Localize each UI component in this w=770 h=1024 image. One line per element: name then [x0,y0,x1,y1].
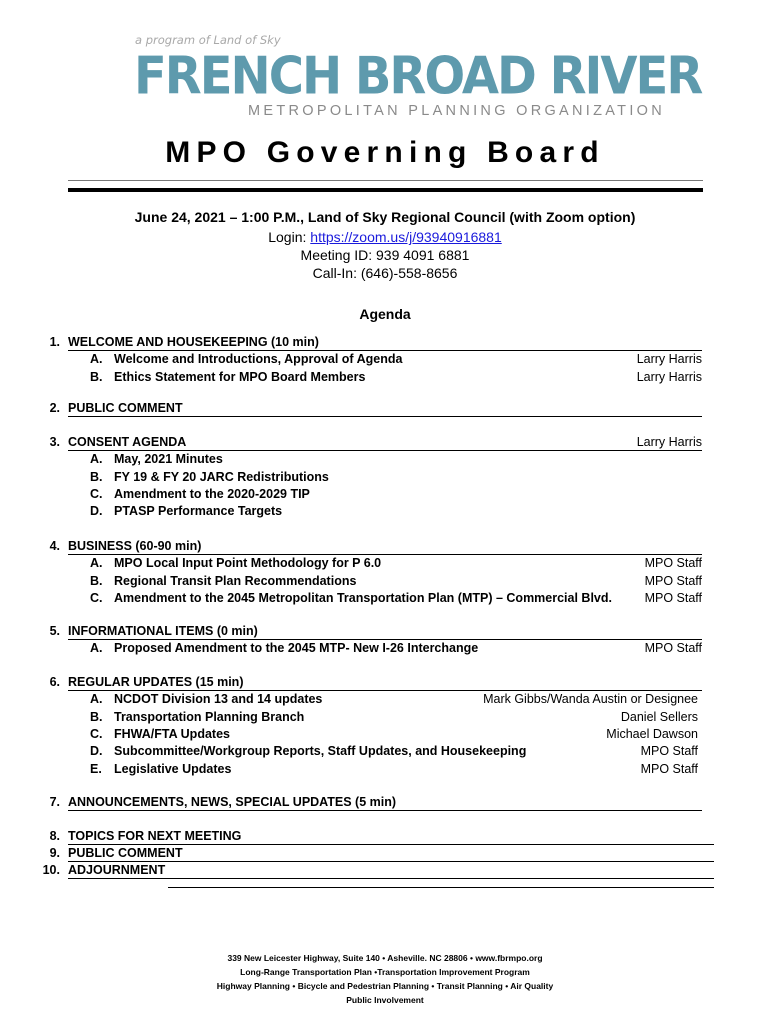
subitem-text: FHWA/FTA Updates [114,726,230,741]
agenda-item-title: REGULAR UPDATES (15 min) [68,675,702,691]
agenda-item-title: BUSINESS (60-90 min) [68,539,702,555]
subitem-text: Legislative Updates [114,761,232,776]
subitem-text: Transportation Planning Branch [114,709,305,724]
agenda-subitem [90,692,322,706]
agenda-item-number: 1. [49,335,60,349]
agenda-item-title: TOPICS FOR NEXT MEETING [68,829,714,845]
agenda-heading: Agenda [359,306,411,322]
agenda-item-number: 3. [49,435,60,449]
subitem-letter: B. [90,573,103,588]
agenda-item-number: 5. [49,624,60,638]
subitem-letter: C. [90,726,103,741]
agenda-item-title: WELCOME AND HOUSEKEEPING (10 min) [68,335,702,351]
title-rule-thick [68,188,703,192]
agenda-item-number: 2. [49,401,60,415]
agenda-subitem [90,641,478,655]
subitem-letter: C. [90,486,103,501]
meeting-login [0,229,770,245]
subitem-text: Proposed Amendment to the 2045 MTP- New I-26 Interchange [114,641,479,656]
agenda-item-number: 8. [49,829,60,843]
footer-programs-1: Long-Range Transportation Plan •Transportation Improvement Program [240,967,530,977]
subitem-presenter: MPO Staff [644,641,702,656]
agenda-item-number: 10. [42,863,60,877]
title-rule-thin [68,180,703,181]
subitem-letter: D. [90,744,103,759]
subitem-text: Welcome and Introductions, Approval of Agenda [114,352,403,367]
subitem-letter: A. [90,556,103,571]
zoom-link[interactable]: https://zoom.us/j/93940916881 [310,229,502,245]
subitem-letter: E. [90,761,102,776]
subitem-presenter: Larry Harris [636,369,702,384]
subitem-letter: D. [90,504,103,519]
agenda-subitem [90,504,282,518]
subitem-text: Amendment to the 2020-2029 TIP [114,486,310,501]
agenda-item-number: 7. [49,795,60,809]
subitem-letter: C. [90,590,103,605]
login-label: Login: [268,229,311,245]
agenda-item-presenter: Larry Harris [636,435,702,449]
subitem-presenter: Larry Harris [636,352,702,367]
agenda-item-title: PUBLIC COMMENT [68,846,714,862]
subitem-letter: A. [90,352,103,367]
agenda-end-rule [168,887,714,888]
agenda-subitem [90,710,304,724]
subitem-text: NCDOT Division 13 and 14 updates [114,692,323,707]
agenda-item-title: INFORMATIONAL ITEMS (0 min) [68,624,702,640]
logo-wordmark: FRENCH BROAD RIVER [134,46,702,107]
subitem-text: Regional Transit Plan Recommendations [114,573,357,588]
subitem-presenter: MPO Staff [640,744,698,759]
agenda-item-title: CONSENT AGENDA [68,435,702,451]
agenda-subitem [90,556,381,570]
logo-tagline: a program of Land of Sky [135,33,281,47]
subitem-presenter: Mark Gibbs/Wanda Austin or Designee [483,692,698,707]
subitem-letter: B. [90,369,103,384]
meeting-id: Meeting ID: 939 4091 6881 [300,247,470,263]
agenda-subitem [90,591,612,605]
agenda-subitem [90,470,329,484]
agenda-item-title: PUBLIC COMMENT [68,401,702,417]
subitem-text: MPO Local Input Point Methodology for P 6.0 [114,556,382,571]
subitem-presenter: MPO Staff [640,761,698,776]
subitem-text: FY 19 & FY 20 JARC Redistributions [114,469,329,484]
subitem-letter: B. [90,709,103,724]
subitem-presenter: Daniel Sellers [620,709,698,724]
subitem-text: Amendment to the 2045 Metropolitan Transportation Plan (MTP) – Commercial Blvd. [114,590,612,605]
logo-subtitle: METROPOLITAN PLANNING ORGANIZATION [248,103,665,119]
agenda-item-number: 6. [49,675,60,689]
agenda-subitem [90,574,356,588]
subitem-text: Subcommittee/Workgroup Reports, Staff Updates, and Housekeeping [114,744,527,759]
agenda-subitem [90,762,231,776]
agenda-item-number: 9. [49,846,60,860]
agenda-item-title: ADJOURNMENT [68,863,714,879]
meeting-call-in: Call-In: (646)-558-8656 [312,265,458,281]
subitem-letter: A. [90,641,103,656]
subitem-text: PTASP Performance Targets [114,504,283,519]
subitem-presenter: MPO Staff [644,556,702,571]
subitem-letter: B. [90,469,103,484]
subitem-presenter: MPO Staff [644,590,702,605]
agenda-subitem [90,452,223,466]
agenda-item-title: ANNOUNCEMENTS, NEWS, SPECIAL UPDATES (5 min) [68,795,702,811]
subitem-letter: A. [90,452,103,467]
agenda-subitem [90,744,526,758]
agenda-subitem [90,727,230,741]
footer-programs-3: Public Involvement [346,995,424,1005]
subitem-text: Ethics Statement for MPO Board Members [114,369,366,384]
agenda-subitem [90,352,402,366]
page-title: MPO Governing Board [165,136,605,169]
footer-address: 339 New Leicester Highway, Suite 140 • Asheville. NC 28806 • www.fbrmpo.org [227,953,543,963]
subitem-presenter: Michael Dawson [606,726,698,741]
subitem-presenter: MPO Staff [644,573,702,588]
agenda-subitem [90,370,365,384]
footer-programs-2: Highway Planning • Bicycle and Pedestrian Planning • Transit Planning • Air Quality [216,981,554,991]
subitem-text: May, 2021 Minutes [114,452,223,467]
meeting-date-line: June 24, 2021 – 1:00 P.M., Land of Sky Regional Council (with Zoom option) [134,209,636,225]
agenda-subitem [90,487,310,501]
subitem-letter: A. [90,692,103,707]
agenda-item-number: 4. [49,539,60,553]
